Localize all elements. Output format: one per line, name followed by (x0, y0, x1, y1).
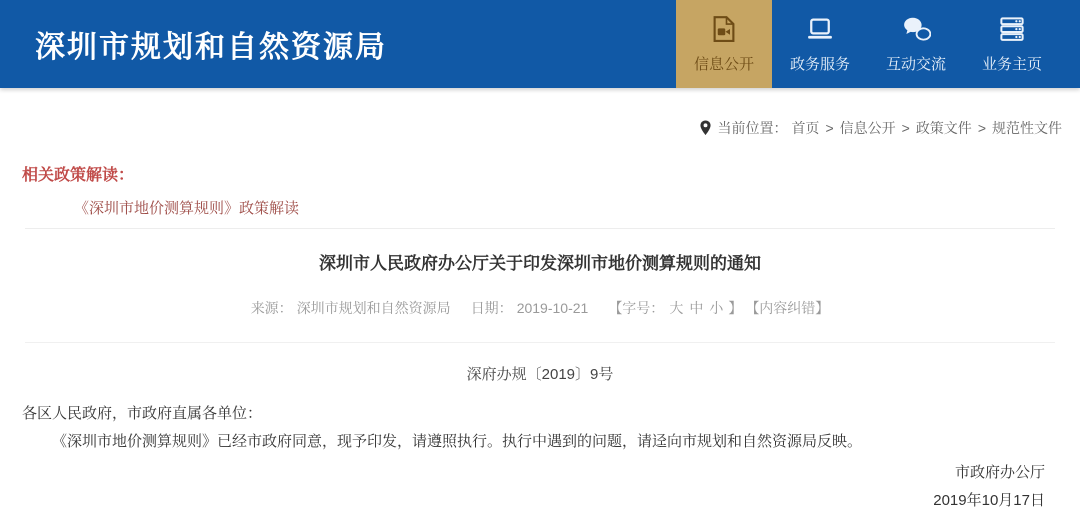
location-pin-icon (699, 120, 712, 136)
breadcrumb-normative-documents[interactable]: 规范性文件 (992, 120, 1062, 136)
breadcrumb-separator: > (977, 120, 986, 136)
breadcrumb-home[interactable]: 首页 (791, 120, 820, 136)
breadcrumb-label: 当前位置： (717, 120, 788, 136)
nav-label: 政务服务 (789, 56, 850, 73)
breadcrumb-info-disclosure[interactable]: 信息公开 (839, 120, 896, 136)
signature-date: 2019年10月17日 (933, 491, 1045, 509)
content-correction-button[interactable]: 【内容纠错】 (752, 300, 830, 316)
font-size-medium-button[interactable]: 中 (689, 300, 704, 316)
signature-block (0, 461, 1045, 510)
article-body (22, 402, 1058, 454)
related-policy-link[interactable]: 《深圳市地价测算规则》政策解读 (74, 200, 300, 217)
font-size-large-button[interactable]: 大 (669, 300, 684, 316)
signature-office: 市政府办公厅 (954, 463, 1045, 481)
chat-bubbles-icon (901, 14, 931, 44)
font-size-label-close: 】 (728, 300, 743, 316)
site-header (0, 0, 1080, 88)
nav-label: 信息公开 (693, 56, 754, 73)
server-stack-icon (997, 14, 1027, 44)
related-policy-section (22, 162, 1080, 218)
top-nav (676, 0, 1060, 88)
nav-label: 互动交流 (885, 56, 946, 73)
related-policy-heading: 相关政策解读： (22, 167, 135, 184)
site-title: 深圳市规划和自然资源局 (35, 31, 387, 64)
laptop-icon (805, 14, 835, 44)
font-size-small-button[interactable]: 小 (709, 300, 724, 316)
breadcrumb-policy-documents[interactable]: 政策文件 (915, 120, 972, 136)
date-label: 日期： (470, 300, 513, 316)
breadcrumb-separator: > (825, 120, 834, 136)
body-paragraph: 各区人民政府，市政府直属各单位： (22, 405, 263, 422)
source-value: 深圳市规划和自然资源局 (296, 300, 451, 316)
body-paragraph: 《深圳市地价测算规则》已经市政府同意，现予印发，请遵照执行。执行中遇到的问题，请迳向市规划和自然资源局反映。 (52, 433, 863, 451)
article-title: 深圳市人民政府办公厅关于印发深圳市地价测算规则的通知 (319, 254, 761, 273)
nav-item-government-services[interactable] (772, 0, 868, 88)
meta-divider (25, 342, 1055, 343)
nav-label: 业务主页 (981, 56, 1042, 73)
font-size-label: 【字号： (608, 300, 665, 316)
breadcrumb (0, 118, 1062, 138)
nav-item-interactive-exchange[interactable] (868, 0, 964, 88)
section-divider (25, 228, 1055, 229)
document-number: 深府办规〔2019〕9号 (466, 366, 614, 383)
article-meta (0, 298, 1080, 318)
nav-item-information-disclosure[interactable] (676, 0, 772, 88)
date-value: 2019-10-21 (516, 300, 589, 316)
document-video-icon (709, 14, 739, 44)
breadcrumb-separator: > (901, 120, 910, 136)
nav-item-business-homepage[interactable] (964, 0, 1060, 88)
source-label: 来源： (250, 300, 293, 316)
